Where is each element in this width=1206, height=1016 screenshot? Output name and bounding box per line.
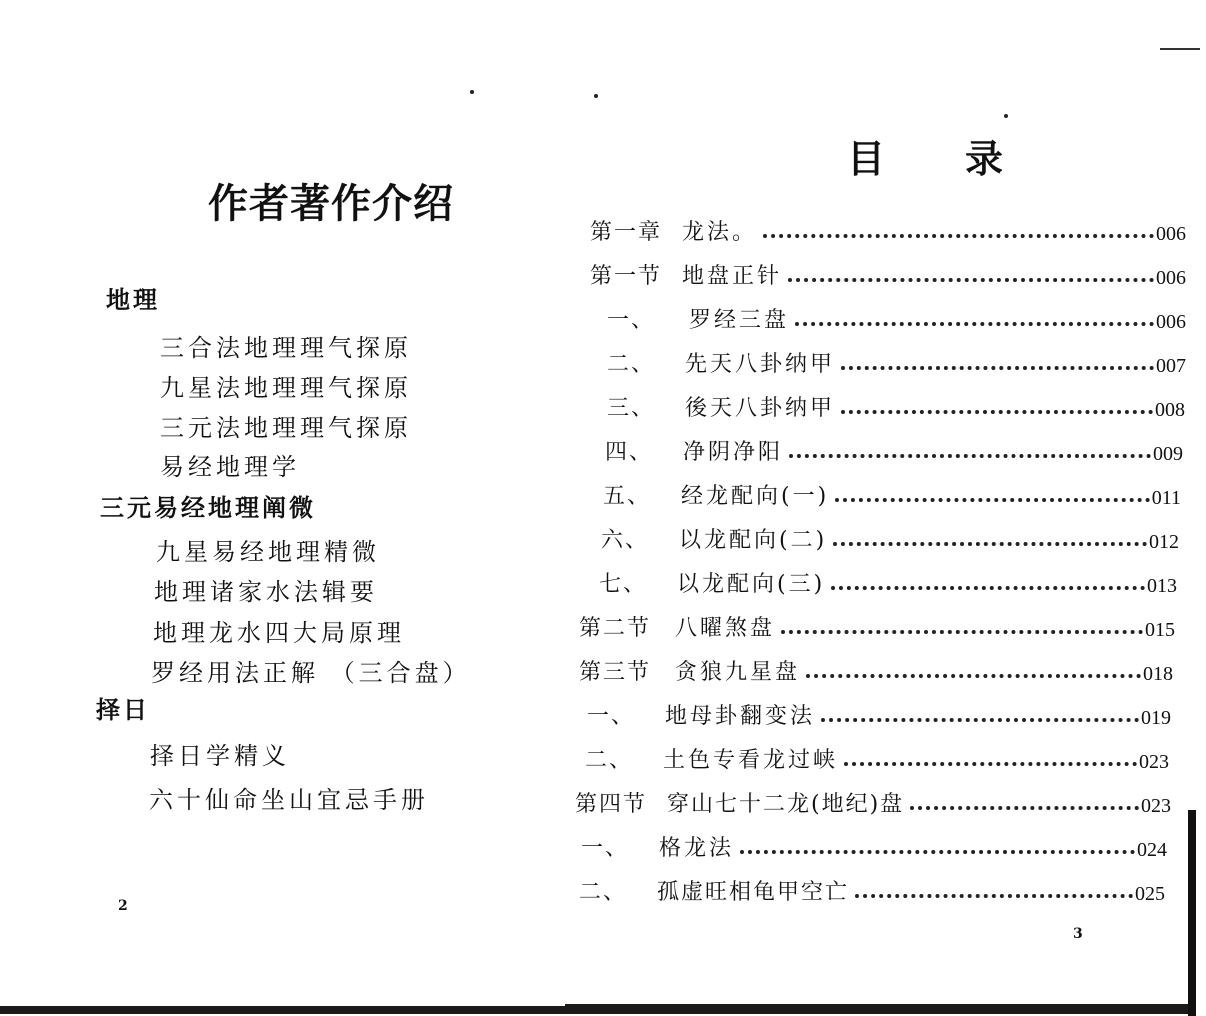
page-number: 3	[1073, 926, 1083, 942]
toc-entry-title: 罗经三盘	[689, 308, 790, 333]
leader-dots	[763, 234, 1154, 238]
toc-entry-number: 三、	[607, 396, 656, 421]
toc-row[interactable]	[590, 256, 1186, 290]
toc-entry-page: 025	[1135, 883, 1165, 905]
toc-entry-number: 第一章	[590, 220, 663, 245]
scan-speck	[594, 94, 598, 98]
toc-entry-number: 第一节	[590, 264, 663, 289]
toc-row[interactable]	[581, 828, 1167, 862]
right-page	[575, 0, 1206, 1016]
toc-entry-page: 023	[1141, 795, 1171, 817]
toc-entry-page: 023	[1139, 751, 1169, 773]
toc-entry-number: 一、	[587, 704, 636, 729]
leader-dots	[781, 630, 1143, 634]
toc-row[interactable]	[590, 212, 1186, 246]
book-title: 六十仙命坐山宜忌手册	[149, 786, 429, 814]
toc-entry-page: 015	[1145, 619, 1175, 641]
toc-entry-title: 八曜煞盘	[675, 616, 776, 641]
toc-entry-number: 二、	[579, 880, 628, 905]
book-title: 地理龙水四大局原理	[153, 619, 405, 647]
toc-entry-number: 第二节	[579, 616, 652, 641]
leader-dots	[835, 498, 1150, 502]
toc-row[interactable]	[599, 564, 1177, 598]
toc-entry-page: 009	[1153, 443, 1183, 465]
leader-dots	[789, 454, 1151, 458]
left-page	[0, 0, 575, 1016]
toc-entry-title: 先天八卦纳甲	[685, 352, 836, 377]
leader-dots	[844, 762, 1137, 766]
toc-entry-title: 孤虚旺相龟甲空亡	[657, 880, 850, 905]
toc-entry-title: 净阴净阳	[683, 440, 784, 465]
toc-entry-page: 006	[1156, 311, 1186, 333]
toc-row[interactable]	[579, 652, 1173, 686]
book-title: 罗经用法正解 （三合盘）	[151, 659, 471, 687]
toc-entry-title: 以龙配向(三)	[677, 572, 826, 597]
toc-entry-page: 007	[1156, 355, 1186, 377]
toc-entry-number: 一、	[581, 836, 630, 861]
book-title: 三合法地理理气探原	[160, 334, 412, 362]
toc-row[interactable]	[575, 784, 1171, 818]
book-title: 三元法地理理气探原	[160, 414, 412, 442]
leader-dots	[740, 850, 1135, 854]
toc-entry-title: 後天八卦纳甲	[685, 396, 836, 421]
toc-entry-title: 地母卦翻变法	[665, 704, 816, 729]
toc-row[interactable]	[585, 740, 1169, 774]
toc-entry-number: 六、	[601, 528, 650, 553]
toc-entry-page: 006	[1156, 223, 1186, 245]
toc-entry-page: 013	[1147, 575, 1177, 597]
book-title: 择日学精义	[150, 742, 290, 770]
category-heading: 三元易经地理阐微	[100, 493, 316, 522]
toc-entry-title: 格龙法	[659, 836, 735, 861]
toc-row[interactable]	[587, 696, 1171, 730]
toc-entry-number: 二、	[607, 352, 656, 377]
toc-entry-title: 龙法。	[682, 220, 758, 245]
left-page-title: 作者著作介绍	[208, 181, 454, 227]
toc-entry-page: 011	[1151, 487, 1181, 509]
scan-speck	[1004, 114, 1008, 118]
leader-dots	[841, 410, 1153, 414]
toc-row[interactable]	[601, 520, 1179, 554]
toc-row[interactable]	[579, 608, 1175, 642]
leader-dots	[831, 586, 1145, 590]
toc-entry-number: 四、	[605, 440, 654, 465]
toc-entry-number: 第四节	[575, 792, 648, 817]
toc-row[interactable]	[603, 476, 1181, 510]
toc-entry-number: 七、	[599, 572, 648, 597]
toc-row[interactable]	[605, 432, 1183, 466]
toc-entry-number: 二、	[585, 748, 634, 773]
book-title: 易经地理学	[160, 453, 300, 481]
page-number: 2	[118, 898, 128, 914]
leader-dots	[821, 718, 1139, 722]
book-title: 九星法地理理气探原	[160, 374, 412, 402]
leader-dots	[855, 894, 1133, 898]
toc-entry-title: 地盘正针	[682, 264, 783, 289]
toc-entry-page: 006	[1156, 267, 1186, 289]
scan-speck	[470, 90, 474, 94]
toc-row[interactable]	[607, 388, 1185, 422]
toc-entry-title: 贪狼九星盘	[675, 660, 801, 685]
category-heading: 择日	[96, 695, 150, 724]
toc-entry-page: 024	[1137, 839, 1167, 861]
leader-dots	[788, 278, 1154, 282]
leader-dots	[795, 322, 1154, 326]
toc-entry-title: 以龙配向(二)	[679, 528, 828, 553]
toc-entry-number: 第三节	[579, 660, 652, 685]
category-heading: 地理	[106, 285, 160, 314]
leader-dots	[841, 366, 1154, 370]
toc-entry-page: 019	[1141, 707, 1171, 729]
toc-entry-page: 018	[1143, 663, 1173, 685]
book-title: 地理诸家水法辑要	[154, 578, 378, 606]
leader-dots	[910, 806, 1139, 810]
scan-edge-shadow	[565, 1004, 1190, 1014]
leader-dots	[833, 542, 1147, 546]
toc-entry-number: 一、	[607, 308, 656, 333]
toc-entry-title: 土色专看龙过峡	[663, 748, 839, 773]
toc-entry-title: 经龙配向(一)	[681, 484, 830, 509]
toc-row[interactable]	[607, 344, 1186, 378]
toc-title: 目录	[847, 137, 1084, 181]
scan-edge-shadow	[0, 1006, 570, 1014]
scan-edge-shadow	[1188, 810, 1196, 1016]
toc-entry-page: 012	[1149, 531, 1179, 553]
toc-entry-page: 008	[1155, 399, 1185, 421]
toc-row[interactable]	[579, 872, 1165, 906]
toc-entry-title: 穿山七十二龙(地纪)盘	[667, 792, 905, 817]
book-title: 九星易经地理精微	[156, 538, 380, 566]
toc-entry-number: 五、	[603, 484, 652, 509]
scan-edge-line	[1160, 48, 1200, 50]
leader-dots	[806, 674, 1141, 678]
toc-row[interactable]	[607, 300, 1186, 334]
